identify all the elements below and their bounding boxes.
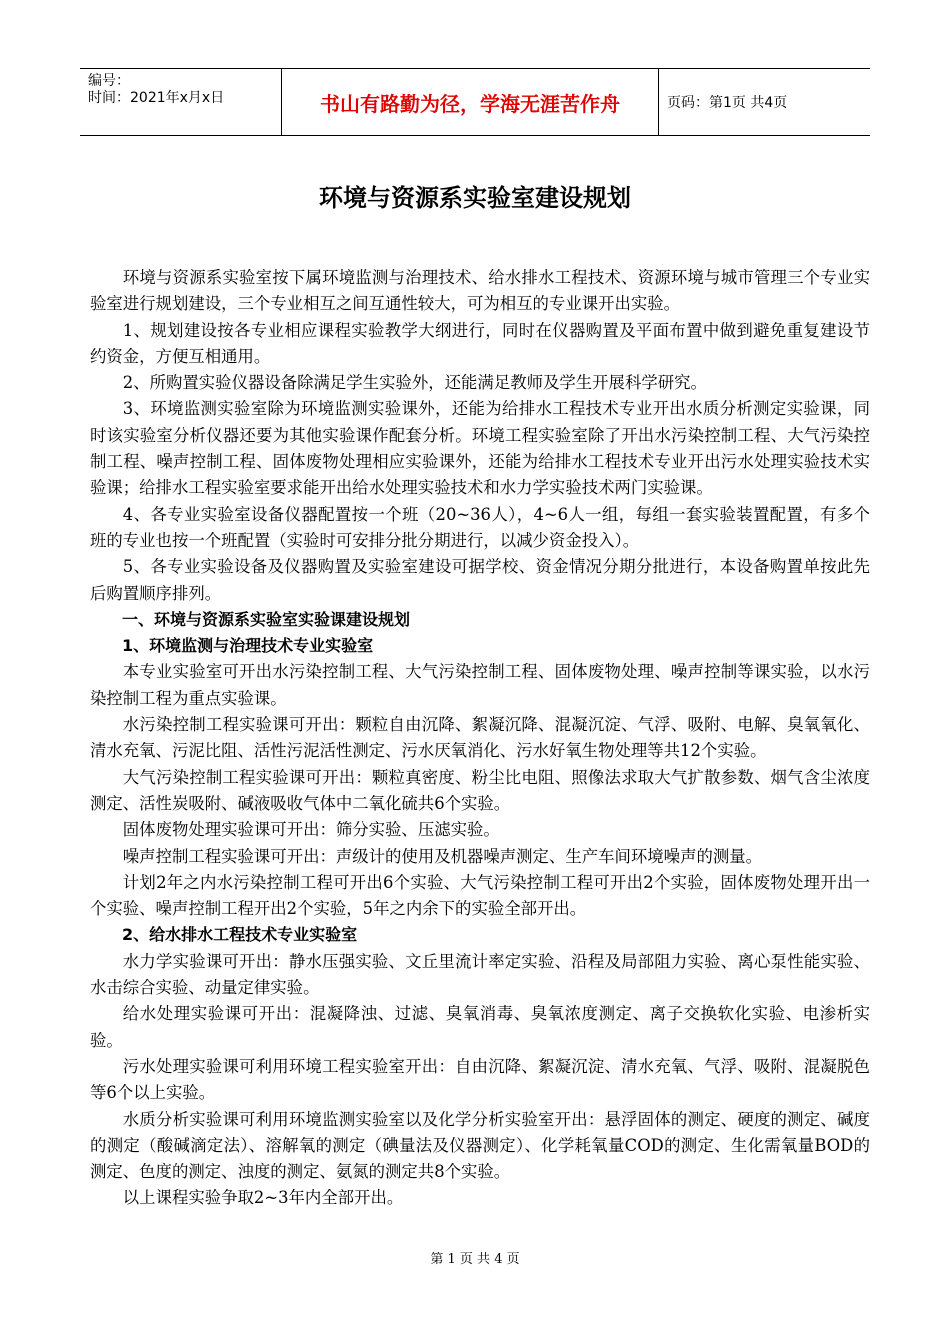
number-label: 编号： <box>88 73 130 89</box>
header-motto: 书山有路勤为径，学海无涯苦作舟 <box>282 69 659 135</box>
body-paragraph: 水污染控制工程实验课可开出：颗粒自由沉降、絮凝沉降、混凝沉淀、气浮、吸附、电解、臭氧氧化、清水充氧、污泥比阻、活性污泥活性测定、污水厌氧消化、污水好氧生物处理等共12个实验。 <box>90 715 870 761</box>
section-heading: 2、给水排水工程技术专业实验室 <box>122 925 358 945</box>
body-paragraph: 2、所购置实验仪器设备除满足学生实验外，还能满足教师及学生开展科学研究。 <box>122 373 707 393</box>
time-label: 时间：2021年x月x日 <box>88 90 225 106</box>
header-meta <box>80 69 282 135</box>
body-paragraph: 3、环境监测实验室除为环境监测实验课外，还能为给排水工程技术专业开出水质分析测定实验课，同时该实验室分析仪器还要为其他实验课作配套分析。环境工程实验室除了开出水污染控制工程、大气污染控制工程、噪声控制工程、固体废物处理相应实验课外，还能为给排水工程技术专业开出污水处理实验技术实验课；给排水工程实验室要求能开出给水处理实验技术和水力学实验技术两门实验课。 <box>90 399 870 498</box>
body-paragraph: 给水处理实验课可开出：混凝降浊、过滤、臭氧消毒、臭氧浓度测定、离子交换软化实验、电渗析实验。 <box>90 1004 870 1050</box>
body-paragraph: 固体废物处理实验课可开出：筛分实验、压滤实验。 <box>122 820 500 840</box>
section-heading: 1、环境监测与治理技术专业实验室 <box>122 636 374 656</box>
body-paragraph: 环境与资源系实验室按下属环境监测与治理技术、给水排水工程技术、资源环境与城市管理三个专业实验室进行规划建设，三个专业相互之间互通性较大，可为相互的专业课开出实验。 <box>90 268 870 314</box>
body-paragraph: 污水处理实验课可利用环境工程实验室开出：自由沉降、絮凝沉淀、清水充氧、气浮、吸附、混凝脱色等6个以上实验。 <box>90 1056 870 1103</box>
section-heading: 一、环境与资源系实验室实验课建设规划 <box>122 609 411 629</box>
body-paragraph: 水力学实验课可开出：静水压强实验、文丘里流计率定实验、沿程及局部阻力实验、离心泵性能实验、水击综合实验、动量定律实验。 <box>90 951 870 998</box>
body-paragraph: 大气污染控制工程实验课可开出：颗粒真密度、粉尘比电阻、照像法求取大气扩散参数、烟气含尘浓度测定、活性炭吸附、碱液吸收气体中二氧化硫共6个实验。 <box>90 767 870 813</box>
body-paragraph: 4、各专业实验室设备仪器配置按一个班（20~36人），4~6人一组，每组一套实验装置配置，有多个班的专业也按一个班配置（实验时可安排分批分期进行，以减少资金投入）。 <box>90 504 870 550</box>
header-page-info: 页码：第1页 共4页 <box>667 95 788 111</box>
page-header <box>80 68 870 136</box>
body-paragraph: 计划2年之内水污染控制工程可开出6个实验、大气污染控制工程可开出2个实验，固体废物处理开出一个实验、噪声控制工程开出2个实验，5年之内余下的实验全部开出。 <box>90 872 870 919</box>
body-paragraph: 本专业实验室可开出水污染控制工程、大气污染控制工程、固体废物处理、噪声控制等课实验，以水污染控制工程为重点实验课。 <box>90 662 870 708</box>
body-paragraph: 以上课程实验争取2~3年内全部开出。 <box>122 1188 404 1208</box>
body-paragraph: 1、规划建设按各专业相应课程实验教学大纲进行，同时在仪器购置及平面布置中做到避免重复建设节约资金，方便互相通用。 <box>90 320 870 366</box>
document-body <box>90 265 870 1212</box>
body-paragraph: 水质分析实验课可利用环境监测实验室以及化学分析实验室开出：悬浮固体的测定、硬度的测定、碱度的测定（酸碱滴定法）、溶解氧的测定（碘量法及仪器测定）、化学耗氧量COD的测定、生化需氧量BOD的测定、色度的测定、浊度的测定、氨氮的测定共8个实验。 <box>90 1109 870 1182</box>
page-footer: 第 1 页 共 4 页 <box>430 1252 520 1267</box>
body-paragraph: 噪声控制工程实验课可开出：声级计的使用及机器噪声测定、生产车间环境噪声的测量。 <box>122 846 763 866</box>
body-paragraph: 5、各专业实验设备及仪器购置及实验室建设可据学校、资金情况分期分批进行，本设备购置单按此先后购置顺序排列。 <box>90 557 870 603</box>
document-title: 环境与资源系实验室建设规划 <box>319 184 631 212</box>
